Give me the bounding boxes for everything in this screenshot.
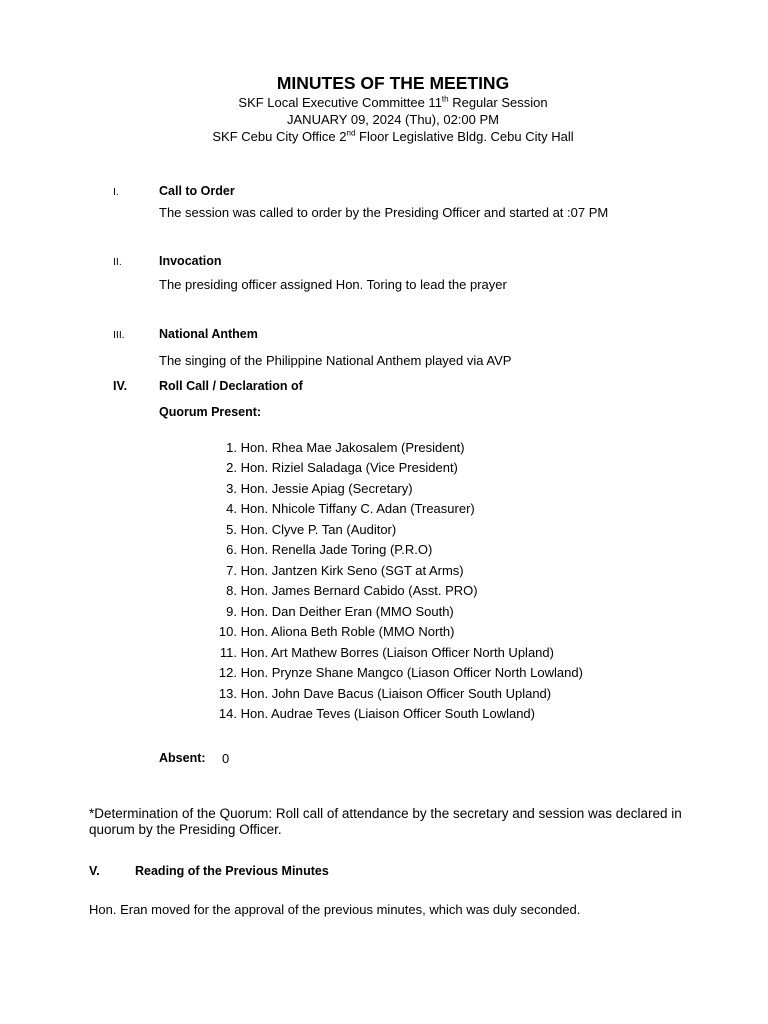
section-4-title: Roll Call / Declaration of [159, 379, 303, 393]
list-item-number: 3. [226, 481, 237, 496]
list-item [214, 645, 554, 660]
section-5-body: Hon. Eran moved for the approval of the previous minutes, which was duly seconded. [89, 902, 581, 917]
section-2-number: II. [113, 256, 122, 268]
list-item-number: 7. [226, 563, 237, 578]
quorum-note: *Determination of the Quorum: Roll call of attendance by the secretary and session was declared in quorum by the Presiding Officer. [89, 806, 682, 837]
section-1-title: Call to Order [159, 184, 235, 198]
list-item-number: 11. [219, 645, 237, 660]
list-item-number: 14. [218, 706, 237, 721]
section-3-title: National Anthem [159, 327, 258, 341]
list-item-number: 13. [218, 686, 237, 701]
list-item-name: Hon. Nhicole Tiffany C. Adan (Treasurer) [240, 501, 475, 516]
session-line-suffix: Regular Session [448, 95, 548, 110]
list-item-name: Hon. John Dave Bacus (Liaison Officer South Upland) [240, 686, 552, 701]
list-item [214, 460, 458, 475]
section-5-number: V. [89, 864, 100, 878]
session-line-text: SKF Local Executive Committee 11 [238, 95, 442, 110]
page-title: MINUTES OF THE MEETING [276, 73, 510, 93]
list-item-number: 6. [226, 542, 237, 557]
list-item-name: Hon. Audrae Teves (Liaison Officer South Lowland) [240, 706, 535, 721]
list-item-name: Hon. Aliona Beth Roble (MMO North) [240, 624, 455, 639]
list-item [214, 686, 551, 701]
date-line: JANUARY 09, 2024 (Thu), 02:00 PM [287, 112, 499, 127]
list-item [214, 522, 396, 537]
list-item-number: 5. [226, 522, 237, 537]
list-item [214, 583, 478, 598]
list-item-name: Hon. Jessie Apiag (Secretary) [240, 481, 413, 496]
list-item-name: Hon. Prynze Shane Mangco (Liason Officer North Lowland) [240, 665, 583, 680]
section-3-number: III. [113, 329, 125, 341]
list-item [214, 542, 432, 557]
document-header [0, 72, 768, 145]
section-2-title: Invocation [159, 254, 222, 268]
section-2-body: The presiding officer assigned Hon. Toring to lead the prayer [159, 277, 507, 292]
section-3-body: The singing of the Philippine National Anthem played via AVP [159, 353, 512, 368]
list-item-number: 8. [226, 583, 237, 598]
list-item-name: Hon. Dan Deither Eran (MMO South) [240, 604, 454, 619]
list-item-name: Hon. Rhea Mae Jakosalem (President) [240, 440, 465, 455]
list-item-number: 1. [226, 440, 237, 455]
venue-line-text: SKF Cebu City Office 2 [212, 129, 347, 144]
list-item-number: 12. [218, 665, 237, 680]
list-item [214, 563, 464, 578]
section-1-body: The session was called to order by the Presiding Officer and started at :07 PM [159, 205, 609, 220]
list-item-name: Hon. James Bernard Cabido (Asst. PRO) [240, 583, 478, 598]
list-item-number: 2. [226, 460, 237, 475]
list-item [214, 604, 454, 619]
absent-label: Absent: [159, 751, 206, 765]
list-item-name: Hon. Art Mathew Borres (Liaison Officer North Upland) [240, 645, 554, 660]
list-item-number: 9. [226, 604, 237, 619]
list-item-name: Hon. Jantzen Kirk Seno (SGT at Arms) [240, 563, 464, 578]
absent-value: 0 [222, 751, 230, 766]
list-item [214, 706, 535, 721]
venue-line-sup: nd [346, 128, 356, 138]
venue-line-suffix: Floor Legislative Bldg. Cebu City Hall [355, 129, 574, 144]
section-4-number: IV. [113, 379, 128, 393]
list-item [214, 665, 583, 680]
list-item [214, 481, 413, 496]
list-item-name: Hon. Renella Jade Toring (P.R.O) [240, 542, 433, 557]
list-item-number: 10. [218, 624, 237, 639]
list-item [214, 440, 465, 455]
venue-line [0, 128, 768, 145]
session-line-sup: th [441, 94, 449, 104]
list-item-number: 4. [226, 501, 237, 516]
list-item-name: Hon. Clyve P. Tan (Auditor) [240, 522, 397, 537]
list-item-name: Hon. Riziel Saladaga (Vice President) [240, 460, 458, 475]
section-4-subtitle: Quorum Present: [159, 405, 262, 419]
list-item [214, 624, 455, 639]
session-line [0, 94, 768, 111]
section-1-number: I. [113, 186, 119, 198]
list-item [214, 501, 475, 516]
section-5-title: Reading of the Previous Minutes [135, 864, 329, 878]
